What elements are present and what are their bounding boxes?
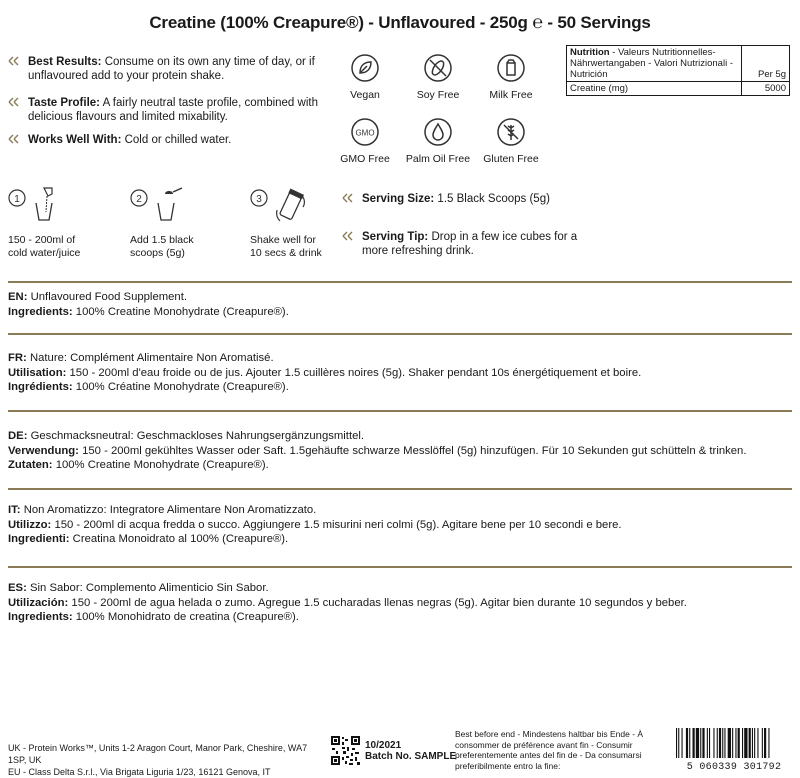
drop-icon <box>423 117 453 147</box>
lang-label: DE: <box>8 430 28 442</box>
barcode-bar <box>700 728 701 758</box>
serving-tip <box>342 230 592 258</box>
lang-text: Geschmacksneutral: Geschmackloses Nahrungsergänzungsmittel. <box>30 430 365 442</box>
scoop-glass-icon <box>130 186 190 226</box>
ingredients-label: Zutaten: <box>8 459 53 471</box>
barcode-bar <box>738 728 740 758</box>
badge-milk-free <box>476 53 546 101</box>
ingredients-label: Ingredients: <box>8 611 73 623</box>
production-date: 10/2021 <box>365 740 402 751</box>
nutrition-header <box>567 46 742 82</box>
ingredients-text: 100% Creatine Monohydrate (Creapure®). <box>55 459 269 471</box>
usage-text: 150 - 200ml gekühltes Wasser oder Saft. 1.5gehäufte schwarze Messlöffel (5g) hinzufügen. Für 10 Sekunden gut schütteln & trinken. <box>82 444 747 457</box>
usage-text: 150 - 200ml d'eau froide ou de jus. Ajouter 1.5 cuillères noires (5g). Shaker pendant 10s énergétiquement et boire. <box>69 366 642 379</box>
divider <box>8 281 792 283</box>
badge-gmo-free <box>330 117 400 165</box>
badge-gluten-free <box>476 117 546 165</box>
badge-label: Soy Free <box>416 89 460 101</box>
barcode <box>673 727 795 771</box>
badge-soy-free <box>403 53 473 101</box>
lang-es <box>8 581 792 625</box>
eu-address: EU - Class Delta S.r.l., Via Brigata Liguria 1/23, 16121 Genova, IT <box>8 767 271 777</box>
barcode-bar <box>693 728 695 758</box>
lang-label: IT: <box>8 504 21 516</box>
chevron-icon <box>342 193 356 203</box>
barcode-number: 5 060339 301792 <box>686 762 782 773</box>
nutrition-row-value: 5000 <box>742 82 790 96</box>
nutrition-per: Per 5g <box>742 46 790 82</box>
lang-it <box>8 503 792 547</box>
barcode-bar <box>717 728 718 758</box>
serving-tip-label: Serving Tip: <box>362 231 429 243</box>
chevron-icon <box>342 231 356 241</box>
barcode-bar <box>742 728 743 758</box>
batch-number: Batch No. SAMPLE <box>365 751 457 762</box>
best-before-text: Best before end - Mindestens haltbar bis Ende - À consommer de préférence avant fin - Consumir preferentemente antes del fin de - Da consumarsi preferibilmente entro la fine: <box>455 729 644 771</box>
best-results-text: Consume on its own any time of day, or if unflavoured add to your protein shake. <box>28 56 315 82</box>
serving-tip-text: Drop in a few ice cubes for a more refreshing drink. <box>362 231 578 257</box>
step-text: Shake well for 10 secs & drink <box>250 234 322 259</box>
works-well-text: Cold or chilled water. <box>124 134 232 146</box>
lang-fr <box>8 351 792 395</box>
works-well-label: Works Well With: <box>28 134 122 146</box>
barcode-bar <box>735 728 736 758</box>
divider <box>8 488 792 490</box>
badge-label: Palm Oil Free <box>405 153 471 165</box>
lang-label: FR: <box>8 352 27 364</box>
badge-label: GMO Free <box>340 153 390 165</box>
barcode-bar <box>686 728 688 758</box>
barcode-bar <box>676 728 677 758</box>
uk-address: UK - Protein Works™, Units 1-2 Aragon Court, Manor Park, Cheshire, WA7 1SP, UK <box>8 743 308 765</box>
barcode-bar <box>744 728 747 758</box>
barcode-bar <box>709 728 710 758</box>
taste-profile <box>8 96 328 124</box>
barcode-bar <box>678 728 679 758</box>
best-results <box>8 55 328 83</box>
barcode-bar <box>768 728 769 758</box>
taste-profile-text: A fairly neutral taste profile, combined with delicious flavours and limited mixability. <box>28 97 318 123</box>
step-3 <box>250 186 330 260</box>
svg-text:1: 1 <box>14 194 20 205</box>
ingredients-label: Ingrédients: <box>8 381 73 393</box>
vegan-icon <box>350 53 380 83</box>
barcode-bar <box>764 728 766 758</box>
ingredients-text: 100% Creatine Monohydrate (Creapure®). <box>75 305 289 318</box>
step-2 <box>130 186 210 260</box>
usage-text: 150 - 200ml di acqua fredda o succo. Aggiungere 1.5 misurini neri colmi (5g). Agitare bene per 10 secondi e bere. <box>54 518 622 531</box>
lang-label: EN: <box>8 291 28 303</box>
barcode-bar <box>713 728 714 758</box>
lang-label: ES: <box>8 582 27 594</box>
soy-icon <box>423 53 453 83</box>
step-text: Add 1.5 black scoops (5g) <box>130 234 194 259</box>
lang-text: Unflavoured Food Supplement. <box>30 291 187 303</box>
lang-de <box>8 429 792 473</box>
lang-text: Sin Sabor: Complemento Alimenticio Sin Sabor. <box>29 582 269 594</box>
ingredients-label: Ingredients: <box>8 305 73 318</box>
ingredients-label: Ingredienti: <box>8 533 70 545</box>
barcode-bar <box>707 728 708 758</box>
badge-vegan <box>330 53 400 101</box>
gmo-icon <box>350 117 380 147</box>
barcode-bar <box>728 728 731 758</box>
usage-label: Utilizzo: <box>8 518 52 531</box>
barcode-bar <box>732 728 733 758</box>
wheat-icon <box>496 117 526 147</box>
title-main: Creatine (100% Creapure®) - Unflavoured - 250g <box>149 13 528 32</box>
svg-text:2: 2 <box>136 194 142 205</box>
best-results-label: Best Results: <box>28 56 102 68</box>
nutrition-header-rest: - Valeurs Nutritionnelles- Nährwertangaben - Valori Nutrizionali - Nutrición <box>570 47 733 80</box>
usage-label: Utilización: <box>8 596 69 609</box>
nutrition-table <box>566 45 790 96</box>
qr-code-icon <box>330 735 361 766</box>
barcode-bar <box>696 728 699 758</box>
serving-size <box>342 192 592 206</box>
step-text: 150 - 200ml of cold water/juice <box>8 234 81 259</box>
divider <box>8 566 792 568</box>
barcode-bar <box>722 728 723 758</box>
batch-block <box>365 740 456 762</box>
chevron-icon <box>8 56 22 66</box>
svg-text:3: 3 <box>256 194 262 205</box>
usage-label: Verwendung: <box>8 444 79 457</box>
barcode-bar <box>702 728 704 758</box>
chevron-icon <box>8 97 22 107</box>
badge-label: Milk Free <box>489 89 533 101</box>
lang-en <box>8 290 792 319</box>
lang-text: Nature: Complément Alimentaire Non Aromatisé. <box>29 352 274 364</box>
ingredients-text: 100% Monohidrato de creatina (Creapure®). <box>75 611 299 623</box>
step-1 <box>8 186 88 260</box>
barcode-bar <box>724 728 725 758</box>
taste-profile-label: Taste Profile: <box>28 97 100 109</box>
svg-text:GMO: GMO <box>355 128 375 138</box>
badge-label: Vegan <box>350 89 380 101</box>
serving-size-label: Serving Size: <box>362 193 435 205</box>
barcode-bar <box>689 728 690 758</box>
divider <box>8 333 792 335</box>
barcode-bar <box>762 728 763 758</box>
chevron-icon <box>8 134 22 144</box>
usage-label: Utilisation: <box>8 366 67 379</box>
nutrition-row-label: Creatine (mg) <box>567 82 742 96</box>
serving-size-text: 1.5 Black Scoops (5g) <box>437 193 550 205</box>
barcode-bar <box>682 728 683 758</box>
barcode-bar <box>719 728 721 758</box>
barcode-bar <box>749 728 751 758</box>
product-title <box>0 12 800 33</box>
badge-label: Gluten Free <box>483 153 539 165</box>
works-well-with <box>8 133 328 147</box>
barcode-bar <box>752 728 753 758</box>
ingredients-text: 100% Créatine Monohydrate (Creapure®). <box>75 381 289 393</box>
barcode-bar <box>754 728 755 758</box>
ingredients-text: Creatina Monoidrato al 100% (Creapure®). <box>72 533 289 545</box>
milk-icon <box>496 53 526 83</box>
estimated-sign: ℮ <box>532 12 543 32</box>
shaker-icon <box>250 186 310 226</box>
nutrition-header-bold: Nutrition <box>570 47 610 58</box>
barcode-bars <box>673 727 795 759</box>
divider <box>8 410 792 412</box>
lang-text: Non Aromatizzo: Integratore Alimentare Non Aromatizzato. <box>23 504 317 516</box>
pour-glass-icon <box>8 186 68 226</box>
usage-text: 150 - 200ml de agua helada o zumo. Agregue 1.5 cucharadas llenas negras (5g). Agitar bien durante 10 segundos y beber. <box>71 596 687 609</box>
barcode-bar <box>757 728 758 758</box>
title-tail: - 50 Servings <box>547 13 651 32</box>
badge-palm-oil-free <box>403 117 473 165</box>
